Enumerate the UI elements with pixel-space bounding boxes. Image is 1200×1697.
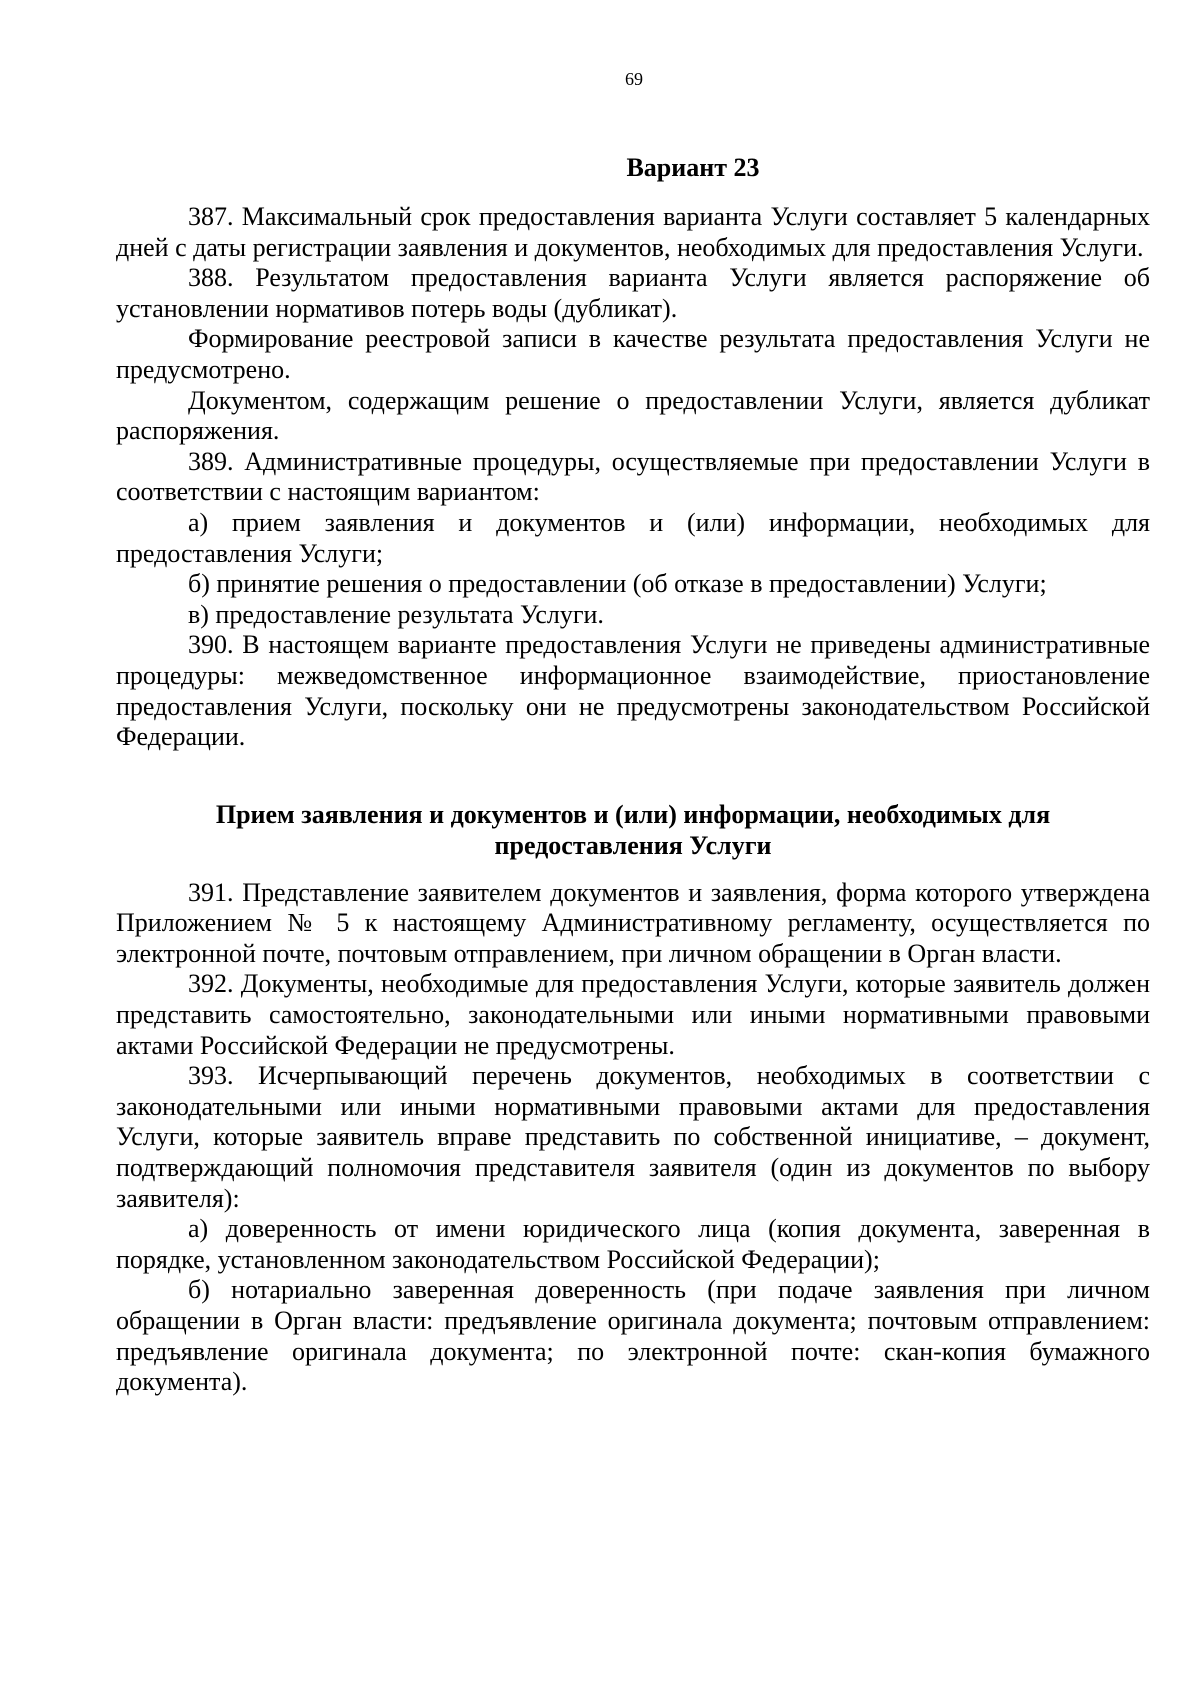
paragraph-registry-record: Формирование реестровой записи в качестве результата предоставления Услуги не предусмотрено. (116, 324, 1150, 384)
paragraph-391: 391. Представление заявителем документов и заявления, форма которого утверждена Приложением № 5 к настоящему Административному регламенту, осуществляется по электронной почте, почтовым отправлением, при личном обращении в Орган власти. (116, 877, 1150, 968)
list-item-v: в) предоставление результата Услуги. (188, 599, 604, 629)
paragraph-decision-document: Документом, содержащим решение о предоставлении Услуги, является дубликат распоряжения. (116, 385, 1150, 446)
paragraph-392: 392. Документы, необходимые для предоставления Услуги, которые заявитель должен представить самостоятельно, законодательными или иными нормативными правовыми актами Российской Федерации не предусмотрены. (116, 969, 1150, 1060)
paragraph-390: 390. В настоящем варианте предоставления Услуги не приведены административные процедуры: межведомственное информационное взаимодействие, приостановление предоставления Услуги, поскольку они не предусмотрены законодательством Российской Федерации. (116, 630, 1150, 752)
list-item-b: б) принятие решения о предоставлении (об отказе в предоставлении) Услуги; (188, 569, 1047, 599)
section-title-line-1: Прием заявления и документов и (или) информации, необходимых для (215, 799, 1051, 829)
page-number: 69 (625, 69, 643, 89)
list-item-a: а) прием заявления и документов и (или) информации, необходимых для предоставления Услуги; (116, 507, 1150, 568)
list-item-a-power-of-attorney: а) доверенность от имени юридического лица (копия документа, заверенная в порядке, установленном законодательством Российской Федерации); (116, 1214, 1150, 1274)
variant-title: Вариант 23 (626, 153, 760, 182)
paragraph-388: 388. Результатом предоставления варианта Услуги является распоряжение об установлении нормативов потерь воды (дубликат). (116, 263, 1150, 323)
paragraph-387: 387. Максимальный срок предоставления варианта Услуги составляет 5 календарных дней с даты регистрации заявления и документов, необходимых для предоставления Услуги. (116, 202, 1150, 262)
paragraph-group-top (116, 202, 1150, 753)
paragraph-393: 393. Исчерпывающий перечень документов, необходимых в соответствии с законодательными или иными нормативными правовыми актами для предоставления Услуги, которые заявитель вправе представить по собственной инициативе, – документ, подтверждающий полномочия представителя заявителя (один из документов по выбору заявителя): (116, 1061, 1150, 1213)
list-item-b-notarized-power-of-attorney: б) нотариально заверенная доверенность (при подаче заявления при личном обращении в Орган власти: предъявление оригинала документа; почтовым отправлением: предъявление оригинала документа; по электронной почте: скан-копия бумажного документа). (116, 1275, 1150, 1397)
paragraph-389: 389. Административные процедуры, осуществляемые при предоставлении Услуги в соответствии с настоящим вариантом: (116, 446, 1150, 507)
paragraph-group-bottom (116, 878, 1150, 1398)
document-body (116, 152, 1150, 1398)
section-title (116, 799, 1150, 861)
section-title-line-2: предоставления Услуги (494, 830, 772, 860)
